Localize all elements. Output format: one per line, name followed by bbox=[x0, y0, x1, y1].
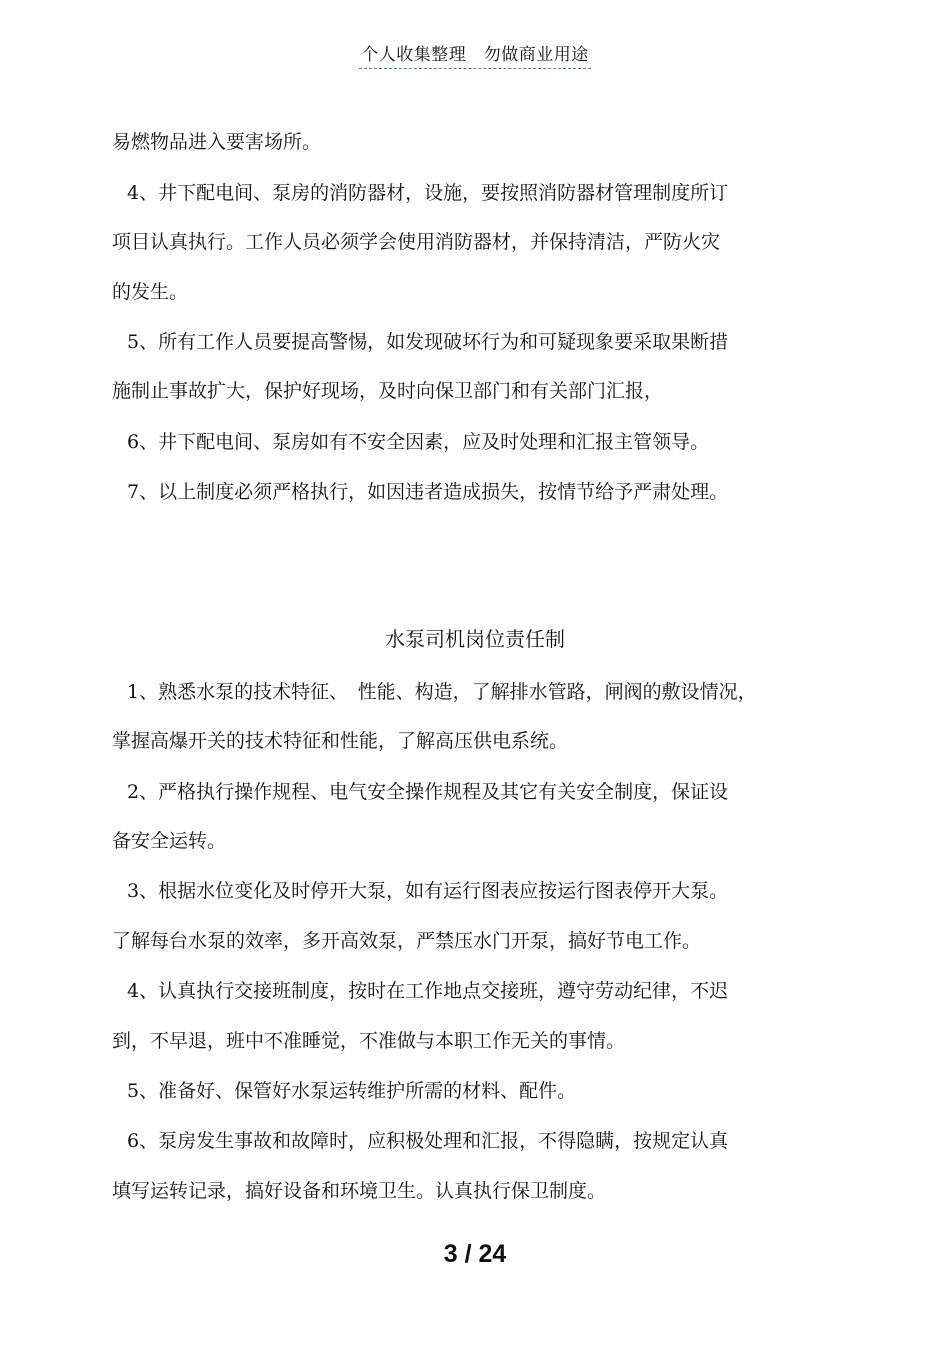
body-line: 了解每台水泵的效率，多开高效泵，严禁压水门开泵，搞好节电工作。 bbox=[112, 930, 702, 952]
body-line: 6、井下配电间、泵房如有不安全因素，应及时处理和汇报主管领导。 bbox=[127, 431, 710, 453]
body-line: 2、严格执行操作规程、电气安全操作规程及其它有关安全制度，保证设 bbox=[127, 781, 729, 803]
body-line: 6、泵房发生事故和故障时，应积极处理和汇报，不得隐瞒，按规定认真 bbox=[127, 1130, 729, 1152]
body-line: 易燃物品进入要害场所。 bbox=[112, 131, 322, 153]
body-line: 的发生。 bbox=[112, 281, 189, 303]
body-line: 掌握高爆开关的技术特征和性能，了解高压供电系统。 bbox=[112, 730, 569, 752]
body-line: 5、所有工作人员要提高警惕，如发现破坏行为和可疑现象要采取果断措 bbox=[127, 331, 729, 353]
body-line: 填写运转记录，搞好设备和环境卫生。认真执行保卫制度。 bbox=[112, 1180, 607, 1202]
header-text: 个人收集整理 勿做商业用途 bbox=[359, 45, 591, 69]
page-number: 3 / 24 bbox=[443, 1240, 507, 1268]
body-line: 备安全运转。 bbox=[112, 830, 227, 852]
body-line: 施制止事故扩大，保护好现场，及时向保卫部门和有关部门汇报， bbox=[112, 380, 664, 402]
body-line: 项目认真执行。工作人员必须学会使用消防器材，并保持清洁，严防火灾 bbox=[112, 231, 721, 253]
body-line: 1、熟悉水泵的技术特征、 性能、构造，了解排水管路，闸阀的敷设情况， bbox=[127, 681, 757, 703]
section-title: 水泵司机岗位责任制 bbox=[385, 627, 565, 651]
body-line: 4、认真执行交接班制度，按时在工作地点交接班，遵守劳动纪律，不迟 bbox=[127, 980, 729, 1002]
body-line: 5、准备好、保管好水泵运转维护所需的材料、配件。 bbox=[127, 1080, 577, 1102]
page-header bbox=[0, 40, 950, 65]
body-line: 3、根据水位变化及时停开大泵，如有运行图表应按运行图表停开大泵。 bbox=[127, 880, 729, 902]
body-line: 到，不早退，班中不准睡觉，不准做与本职工作无关的事情。 bbox=[112, 1030, 626, 1052]
body-line: 4、井下配电间、泵房的消防器材，设施，要按照消防器材管理制度所订 bbox=[127, 182, 729, 204]
body-line: 7、以上制度必须严格执行，如因违者造成损失，按情节给予严肃处理。 bbox=[127, 481, 729, 503]
